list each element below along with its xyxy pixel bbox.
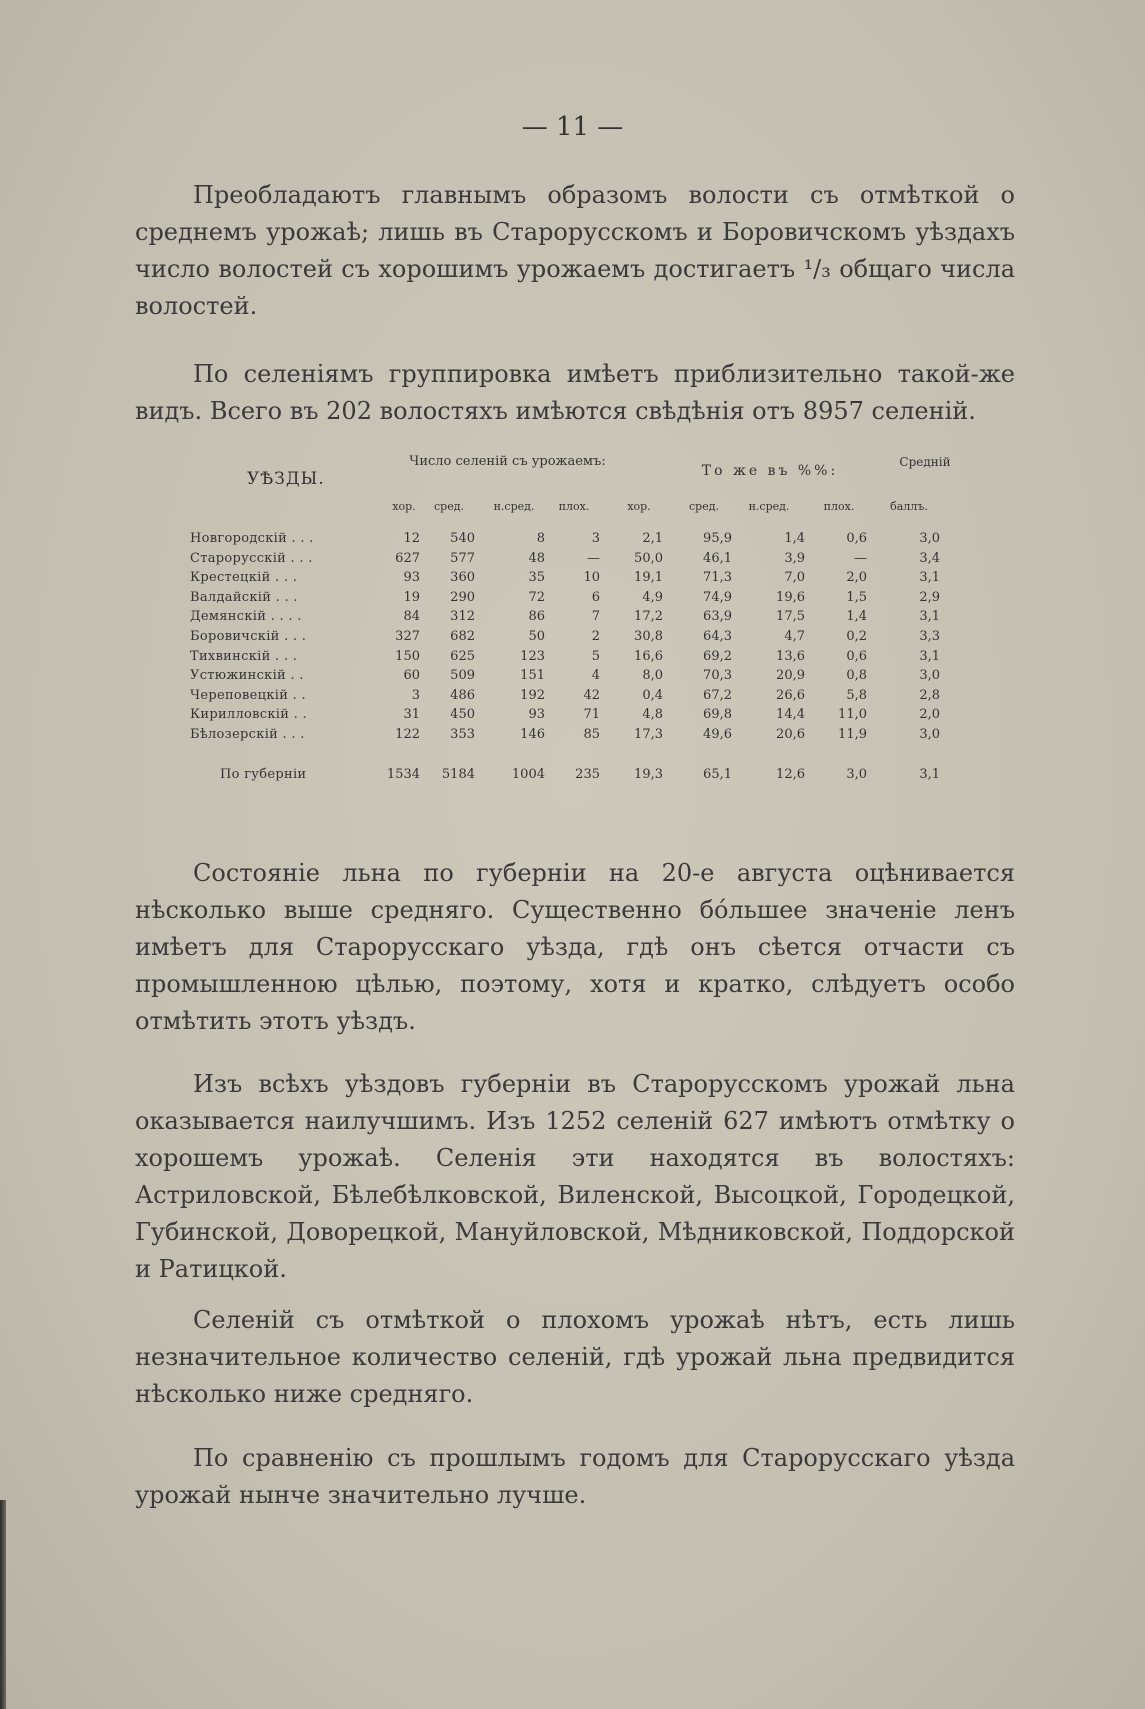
- table-cell: 46,1: [703, 550, 732, 566]
- table-cell: 20,9: [776, 668, 805, 684]
- subheader-cell: сред.: [689, 500, 719, 513]
- paragraph-1: [135, 177, 1015, 325]
- subheader-cell: сред.: [434, 500, 464, 513]
- table-cell: 540: [450, 531, 475, 546]
- table-cell: 70,3: [703, 668, 732, 684]
- table-cell: 26,6: [776, 687, 805, 703]
- table-cell: 49,6: [703, 727, 732, 742]
- table-row: [190, 707, 980, 725]
- table-cell: 86: [528, 609, 545, 625]
- table-cell: 12,6: [776, 766, 805, 782]
- table-cell: 4,9: [642, 589, 663, 605]
- table-cell: 150: [395, 648, 420, 664]
- table-row: [190, 609, 980, 627]
- district-name: Устюжинскій . .: [190, 668, 304, 684]
- table-cell: 63,9: [703, 609, 732, 625]
- table-cell: 1004: [511, 766, 545, 782]
- table-cell: 151: [520, 668, 545, 684]
- paragraph-4-text: Изъ всѣхъ уѣздовъ губерніи въ Старорусскомъ урожай льна оказывается наилучшимъ. Изъ 1252 селеній 627 имѣютъ отмѣтку о хорошемъ урожаѣ. Селенія эти находятся въ волостяхъ: Астриловской, Бѣлебѣлковской, Виленской, Высоцкой, Городецкой, Губинской, Доворецкой, Мануйловской, Мѣдниковской, Поддорской и Ратицкой.: [135, 1070, 1015, 1283]
- table-cell: 35: [528, 570, 545, 586]
- table-cell: 0,4: [642, 687, 663, 703]
- paragraph-4: [135, 1066, 1015, 1288]
- table-cell: 4: [591, 668, 600, 684]
- paragraph-3: [135, 855, 1015, 1040]
- district-name: Бѣлозерскій . . .: [190, 727, 305, 742]
- table-cell: 19,3: [634, 766, 663, 782]
- subheader-cell: н.сред.: [748, 500, 790, 513]
- table-row: [190, 629, 980, 647]
- subheader-cell: плох.: [823, 500, 855, 513]
- table-cell: 146: [520, 727, 545, 742]
- paragraph-1-text: Преобладаютъ главнымъ образомъ волости съ отмѣткой о среднемъ урожаѣ; лишь въ Старорусскомъ и Боровичскомъ уѣздахъ число волостей съ хорошимъ урожаемъ достигаетъ ¹/₃ общаго числа волостей.: [135, 181, 1015, 320]
- table-row: [190, 531, 980, 549]
- table-cell: 3,0: [846, 766, 867, 782]
- table-cell: 50: [528, 629, 545, 644]
- table-cell: 17,2: [634, 609, 663, 625]
- table-cell: 1,4: [846, 609, 867, 625]
- table-cell: 192: [520, 687, 545, 703]
- subheader-cell: хор.: [627, 500, 651, 513]
- table-cell: 0,6: [846, 531, 867, 546]
- table-cell: 84: [403, 609, 420, 625]
- paragraph-2-text: По селеніямъ группировка имѣетъ приблизительно такой-же видъ. Всего въ 202 волостяхъ имѣются свѣдѣнія отъ 8957 селеній.: [135, 360, 1015, 425]
- table-cell: 74,9: [703, 589, 732, 605]
- district-name: Тихвинскій . . .: [190, 648, 298, 664]
- table-cell: 450: [450, 707, 475, 723]
- table-cell: 3: [411, 687, 420, 703]
- table-cell: 16,6: [634, 648, 663, 664]
- table-cell: 312: [450, 609, 475, 625]
- table-cell: 682: [450, 629, 475, 644]
- district-name: Кирилловскій . .: [190, 707, 307, 723]
- table-cell: 11,9: [838, 727, 867, 742]
- paragraph-5: [135, 1302, 1015, 1413]
- table-cell: 3,4: [919, 550, 940, 566]
- table-cell: 327: [395, 629, 420, 644]
- table-cell: 5: [591, 648, 600, 664]
- table-cell: 1,4: [784, 531, 805, 546]
- table-cell: 2,0: [919, 707, 940, 723]
- table-cell: 17,5: [776, 609, 805, 625]
- table-cell: 19,6: [776, 589, 805, 605]
- table-cell: 577: [450, 550, 475, 566]
- table-cell: 19,1: [634, 570, 663, 586]
- district-name: Череповецкій . .: [190, 687, 306, 703]
- table-cell: 71: [583, 707, 600, 723]
- table-cell: 6: [591, 589, 600, 605]
- table-cell: 50,0: [634, 550, 663, 566]
- table-cell: 4,8: [642, 707, 663, 723]
- table-cell: 14,4: [776, 707, 805, 723]
- table-cell: 7: [591, 609, 600, 625]
- table-cell: 11,0: [838, 707, 867, 723]
- header-count: Число селеній съ урожаемъ:: [409, 454, 606, 469]
- table-cell: 69,2: [703, 648, 732, 664]
- table-cell: 627: [395, 550, 420, 566]
- page-number: — 11 —: [521, 112, 624, 142]
- table-cell: 95,9: [703, 531, 732, 546]
- table-cell: 69,8: [703, 707, 732, 723]
- district-name: Валдайскій . . .: [190, 589, 298, 605]
- table-cell: 42: [583, 687, 600, 703]
- table-cell: 71,3: [703, 570, 732, 586]
- table-row: [190, 551, 980, 569]
- table-cell: —: [587, 550, 600, 566]
- district-name: Демянскій . . . .: [190, 609, 302, 625]
- table-cell: —: [854, 550, 867, 566]
- table-cell: 123: [520, 648, 545, 664]
- table-cell: 625: [450, 648, 475, 664]
- table-cell: 290: [450, 589, 475, 605]
- district-name: Новгородскій . . .: [190, 531, 314, 546]
- table-cell: 3,0: [919, 727, 940, 742]
- table-cell: 31: [403, 707, 420, 723]
- table-row: [190, 649, 980, 667]
- header-uezdy: УѢЗДЫ.: [247, 469, 325, 489]
- table-cell: 0,6: [846, 648, 867, 664]
- table-cell: 12: [403, 531, 420, 546]
- table-row: [190, 570, 980, 588]
- district-name: По губерніи: [220, 766, 307, 782]
- table-cell: 3,0: [919, 531, 940, 546]
- table-cell: 2: [591, 629, 600, 644]
- table-cell: 2,1: [642, 531, 663, 546]
- table-row: [190, 668, 980, 686]
- paragraph-5-text: Селеній съ отмѣткой о плохомъ урожаѣ нѣтъ, есть лишь незначительное количество селеній, гдѣ урожай льна предвидится нѣсколько ниже средняго.: [135, 1306, 1015, 1408]
- district-name: Крестецкій . . .: [190, 570, 298, 586]
- table-cell: 1,5: [846, 589, 867, 605]
- table-cell: 13,6: [776, 648, 805, 664]
- table-cell: 10: [583, 570, 600, 586]
- header-percent: То же въ %%:: [701, 463, 839, 479]
- table-cell: 2,9: [919, 589, 940, 605]
- paragraph-6: [135, 1440, 1015, 1514]
- table-cell: 17,3: [634, 727, 663, 742]
- paragraph-2: [135, 356, 1015, 430]
- paragraph-3-text: Состояніе льна по губерніи на 20-е августа оцѣнивается нѣсколько выше средняго. Существенно бо́льшее значеніе ленъ имѣетъ для Старорусскаго уѣзда, гдѣ онъ сѣется отчасти съ промышленною цѣлью, поэтому, хотя и кратко, слѣдуетъ особо отмѣтить этотъ уѣздъ.: [135, 859, 1015, 1035]
- table-cell: 0,2: [846, 629, 867, 644]
- table-cell: 3,1: [919, 648, 940, 664]
- table-cell: 2,0: [846, 570, 867, 586]
- table-cell: 3,1: [919, 766, 940, 782]
- table-cell: 8,0: [642, 668, 663, 684]
- table-cell: 72: [528, 589, 545, 605]
- subheader-cell: баллъ.: [890, 500, 928, 513]
- table-cell: 19: [403, 589, 420, 605]
- table-row: [190, 727, 980, 745]
- table-cell: 5184: [441, 766, 475, 782]
- table-cell: 3,3: [919, 629, 940, 644]
- district-name: Боровичскій . . .: [190, 629, 307, 644]
- table-cell: 1534: [386, 766, 420, 782]
- table-cell: 7,0: [784, 570, 805, 586]
- table-cell: 93: [403, 570, 420, 586]
- subheader-cell: плох.: [558, 500, 590, 513]
- table-cell: 360: [450, 570, 475, 586]
- binding-shadow: [0, 1500, 6, 1709]
- paragraph-6-text: По сравненію съ прошлымъ годомъ для Старорусскаго уѣзда урожай нынче значительно лучше.: [135, 1444, 1015, 1509]
- table-cell: 20,6: [776, 727, 805, 742]
- table-cell: 4,7: [784, 629, 805, 644]
- table-cell: 3: [591, 531, 600, 546]
- table-cell: 60: [403, 668, 420, 684]
- table-cell: 486: [450, 687, 475, 703]
- table-cell: 3,1: [919, 609, 940, 625]
- table-cell: 65,1: [703, 766, 732, 782]
- header-average: Средній: [899, 455, 951, 469]
- table-cell: 3,9: [784, 550, 805, 566]
- table-cell: 353: [450, 727, 475, 742]
- table-cell: 0,8: [846, 668, 867, 684]
- table-cell: 8: [536, 531, 545, 546]
- table-cell: 3,1: [919, 570, 940, 586]
- table-cell: 64,3: [703, 629, 732, 644]
- table-total-row: [190, 767, 980, 785]
- table-row: [190, 688, 980, 706]
- table-cell: 2,8: [919, 687, 940, 703]
- table-cell: 5,8: [846, 687, 867, 703]
- subheader-cell: н.сред.: [493, 500, 535, 513]
- table-cell: 235: [575, 766, 600, 782]
- table-cell: 509: [450, 668, 475, 684]
- table-cell: 85: [583, 727, 600, 742]
- table-cell: 67,2: [703, 687, 732, 703]
- table-cell: 93: [528, 707, 545, 723]
- district-name: Старорусскій . . .: [190, 550, 313, 566]
- table-row: [190, 590, 980, 608]
- table-cell: 48: [528, 550, 545, 566]
- table-cell: 30,8: [634, 629, 663, 644]
- table-cell: 3,0: [919, 668, 940, 684]
- table-cell: 122: [395, 727, 420, 742]
- subheader-cell: хор.: [392, 500, 416, 513]
